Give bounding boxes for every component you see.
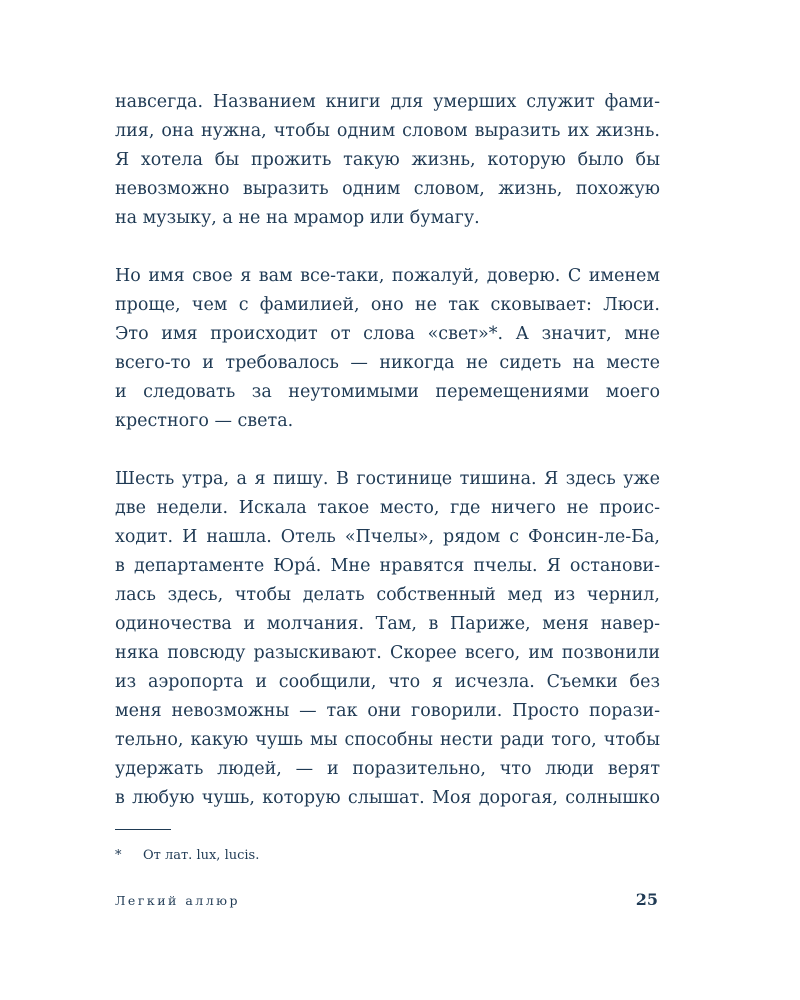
text-line: в департаменте Юра́. Мне нравятся пчелы. Я останови- xyxy=(115,556,660,576)
text-line: меня невозможны — так они говорили. Просто порази- xyxy=(115,701,660,721)
text-line: и следовать за неутомимыми перемещениями моего xyxy=(115,382,660,402)
text-line: всего-то и требовалось — никогда не сидеть на месте xyxy=(115,353,660,373)
text-line: на музыку, а не на мрамор или бумагу. xyxy=(115,208,480,228)
paragraph xyxy=(115,88,660,233)
footnote-divider xyxy=(115,829,171,830)
text-line: проще, чем с фамилией, оно не так сковывает: Люси. xyxy=(115,295,660,315)
footnote-text: От лат. lux, lucis. xyxy=(143,848,260,863)
text-line: навсегда. Названием книги для умерших служит фами- xyxy=(115,92,660,112)
footnote-mark: * xyxy=(115,848,122,863)
text-line: удержать людей, — и поразительно, что люди верят xyxy=(115,759,660,779)
text-line: лия, она нужна, чтобы одним словом выразить их жизнь. xyxy=(115,121,660,141)
text-line: тельно, какую чушь мы способны нести ради того, чтобы xyxy=(115,730,660,750)
text-line: из аэропорта и сообщили, что я исчезла. Съемки без xyxy=(115,672,660,692)
text-line: Это имя происходит от слова «свет»*. А значит, мне xyxy=(115,324,660,344)
footnote xyxy=(115,846,259,866)
text-line: Шесть утра, а я пишу. В гостинице тишина. Я здесь уже xyxy=(115,469,660,489)
text-line: в любую чушь, которую слышат. Моя дорогая, солнышко xyxy=(115,788,660,808)
page-number: 25 xyxy=(635,890,658,909)
paragraph xyxy=(115,465,660,813)
text-line: лась здесь, чтобы делать собственный мед из чернил, xyxy=(115,585,660,605)
text-line: Но имя свое я вам все-таки, пожалуй, доверю. С именем xyxy=(115,266,660,286)
text-line: крестного — света. xyxy=(115,411,294,431)
text-line: Я хотела бы прожить такую жизнь, которую было бы xyxy=(115,150,660,170)
body-text xyxy=(115,88,660,842)
text-line: две недели. Искала такое место, где ничего не проис- xyxy=(115,498,660,518)
text-line: одиночества и молчания. Там, в Париже, меня навер- xyxy=(115,614,660,634)
text-line: невозможно выразить одним словом, жизнь, похожую xyxy=(115,179,660,199)
text-line: няка повсюду разыскивают. Скорее всего, им позвонили xyxy=(115,643,660,663)
paragraph xyxy=(115,262,660,436)
running-title: Легкий аллюр xyxy=(115,893,241,908)
text-line: ходит. И нашла. Отель «Пчелы», рядом с Фонсин-ле-Ба, xyxy=(115,527,660,547)
